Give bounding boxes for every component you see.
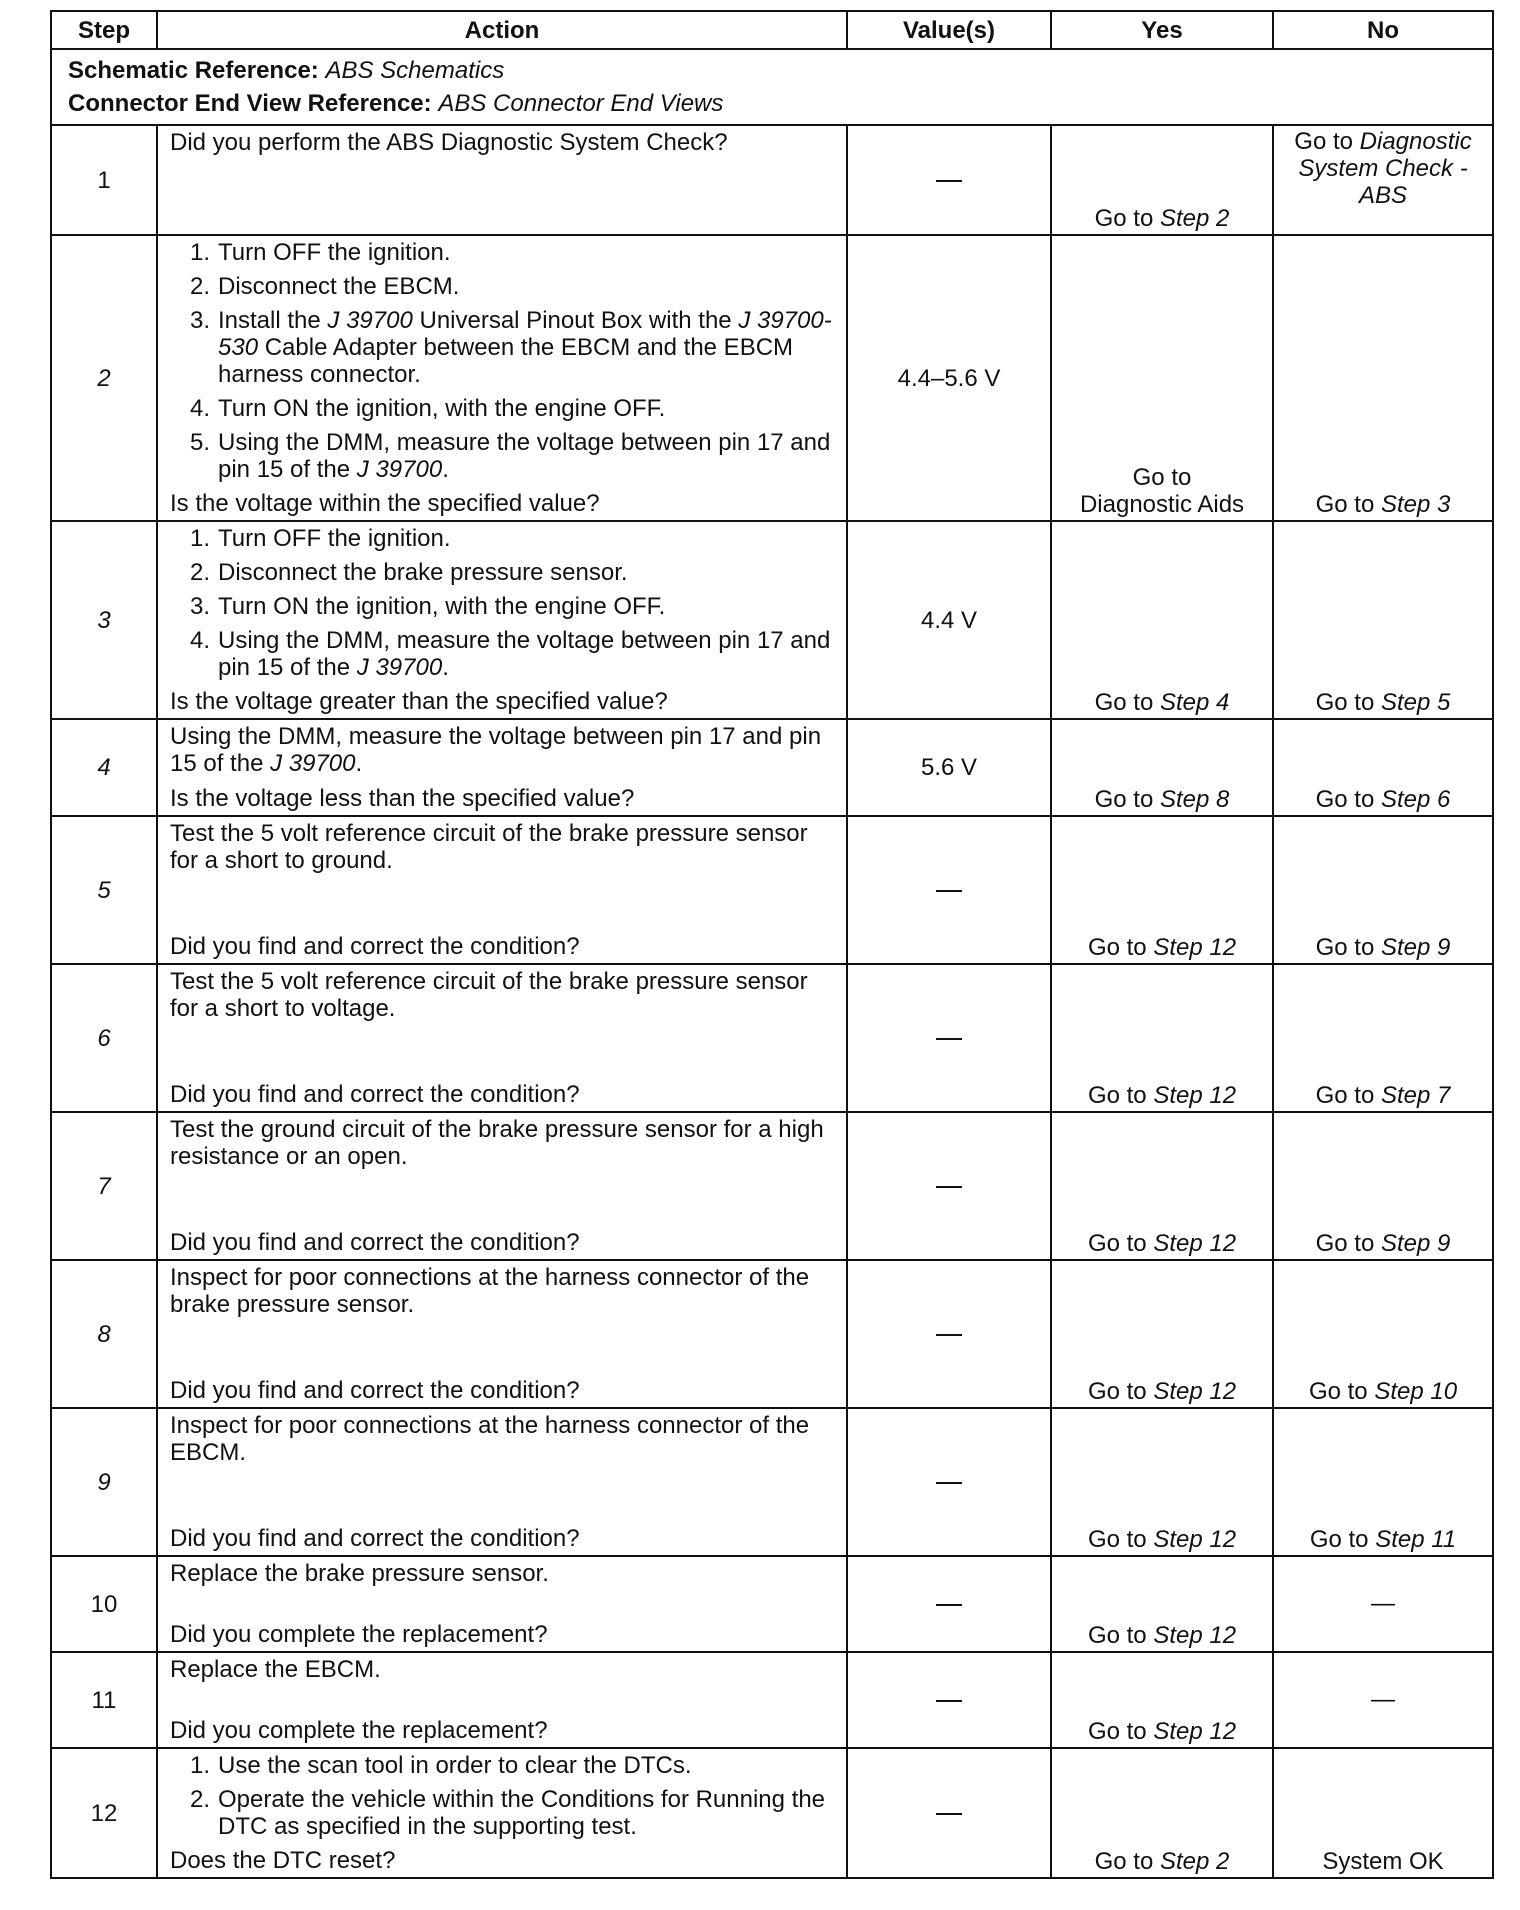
step-row-2 (51, 235, 1493, 521)
step-question: Did you find and correct the condition? (170, 1377, 580, 1404)
step-yes: Go to Step 12 (1051, 1112, 1273, 1260)
step-number: 3 (51, 521, 157, 719)
list-item: 4. Turn ON the ignition, with the engine OFF. (189, 395, 666, 422)
step-row-6 (51, 964, 1493, 1112)
step-row-9 (51, 1408, 1493, 1556)
step-question: Does the DTC reset? (170, 1847, 396, 1874)
step-question: Did you complete the replacement? (170, 1621, 548, 1648)
tool-ref[interactable]: J 39700 (270, 750, 356, 777)
list-item: 1. Turn OFF the ignition. (189, 239, 451, 266)
step-value (847, 816, 1051, 964)
step-no: Go to Step 9 (1273, 816, 1493, 964)
step-text: Test the ground circuit of the brake pressure sensor for a high resistance or an open. (170, 1116, 824, 1170)
connector-reference (68, 87, 1476, 120)
step-value: 5.6 V (847, 719, 1051, 816)
step-number: 4 (51, 719, 157, 816)
step-text: Inspect for poor connections at the harness connector of the EBCM. (170, 1412, 810, 1466)
yes-link[interactable]: Step 12 (1153, 1526, 1237, 1553)
step-number: 2 (51, 235, 157, 521)
list-item: 2. Disconnect the brake pressure sensor. (189, 559, 628, 586)
list-item: 4. Using the DMM, measure the voltage between pin 17 and pin 15 of the J 39700. (189, 627, 831, 681)
step-value (847, 1556, 1051, 1652)
step-number: 9 (51, 1408, 157, 1556)
step-value (847, 1112, 1051, 1260)
step-question: Is the voltage greater than the specified value? (170, 688, 668, 715)
yes-link[interactable]: Step 2 (1159, 1848, 1230, 1875)
header-values: Value(s) (847, 11, 1051, 49)
connector-reference-label: Connector End View Reference: (68, 90, 432, 117)
step-value (847, 1652, 1051, 1748)
step-text: Test the 5 volt reference circuit of the brake pressure sensor for a short to ground. (170, 820, 808, 874)
step-number: 7 (51, 1112, 157, 1260)
no-link[interactable]: Diagnostic System Check - ABS (1298, 128, 1472, 209)
step-value (847, 125, 1051, 235)
yes-link[interactable]: Step 12 (1153, 1378, 1237, 1405)
step-action (157, 816, 847, 964)
step-action (157, 1408, 847, 1556)
step-value (847, 1408, 1051, 1556)
step-row-12 (51, 1748, 1493, 1878)
step-row-10 (51, 1556, 1493, 1652)
step-no: Go to Step 7 (1273, 964, 1493, 1112)
step-question: Did you find and correct the condition? (170, 1081, 580, 1108)
list-item: 1. Turn OFF the ignition. (189, 525, 451, 552)
step-question: Did you complete the replacement? (170, 1717, 548, 1744)
step-row-3 (51, 521, 1493, 719)
step-question: Is the voltage within the specified value? (170, 490, 600, 517)
dash-mark (936, 1186, 962, 1188)
step-action (157, 1556, 847, 1652)
yes-link[interactable]: Step 2 (1159, 205, 1230, 232)
header-row (51, 11, 1493, 49)
step-action (157, 1748, 847, 1878)
step-action (157, 1260, 847, 1408)
tool-ref[interactable]: J 39700 (356, 654, 443, 681)
list-item: 3. Turn ON the ignition, with the engine OFF. (189, 593, 666, 620)
header-action: Action (157, 11, 847, 49)
step-list (170, 1752, 836, 1840)
schematic-reference-label: Schematic Reference: (68, 57, 319, 84)
no-link[interactable]: Step 9 (1380, 1230, 1451, 1257)
step-list (170, 239, 836, 483)
dash-mark (936, 1038, 962, 1040)
step-no: Go to Step 11 (1273, 1408, 1493, 1556)
step-text: Inspect for poor connections at the harness connector of the brake pressure sensor. (170, 1264, 810, 1318)
yes-link[interactable]: Step 12 (1153, 1622, 1237, 1649)
yes-link[interactable]: Step 12 (1153, 1230, 1237, 1257)
step-yes: Go to Step 12 (1051, 1408, 1273, 1556)
step-no: Go to Step 10 (1273, 1260, 1493, 1408)
step-no: — (1273, 1556, 1493, 1652)
list-item: 2. Operate the vehicle within the Conditions for Running the DTC as specified in the supporting test. (189, 1786, 826, 1840)
step-no: System OK (1273, 1748, 1493, 1878)
step-text: Test the 5 volt reference circuit of the brake pressure sensor for a short to voltage. (170, 968, 808, 1022)
step-no: — (1273, 1652, 1493, 1748)
step-number: 8 (51, 1260, 157, 1408)
no-link[interactable]: Step 6 (1380, 786, 1451, 813)
step-action (157, 719, 847, 816)
no-link[interactable]: Step 3 (1380, 491, 1451, 518)
step-row-8 (51, 1260, 1493, 1408)
step-action (157, 964, 847, 1112)
step-question: Did you find and correct the condition? (170, 933, 580, 960)
step-yes: Go to Step 12 (1051, 816, 1273, 964)
diagnostic-table (50, 10, 1494, 1879)
step-yes: Go to Step 12 (1051, 1260, 1273, 1408)
step-action (157, 1112, 847, 1260)
step-value: 4.4–5.6 V (847, 235, 1051, 521)
step-action (157, 125, 847, 235)
step-question: Did you find and correct the condition? (170, 1525, 580, 1552)
step-value (847, 1260, 1051, 1408)
step-no: Go to Step 5 (1273, 521, 1493, 719)
step-yes: Go to Step 12 (1051, 1556, 1273, 1652)
step-text: Replace the brake pressure sensor. (170, 1560, 549, 1587)
tool-ref[interactable]: J 39700 (356, 456, 443, 483)
no-link[interactable]: Step 9 (1380, 934, 1451, 961)
dash-mark (936, 1700, 962, 1702)
step-row-4 (51, 719, 1493, 816)
step-question: Did you find and correct the condition? (170, 1229, 580, 1256)
step-value (847, 964, 1051, 1112)
list-item: 5. Using the DMM, measure the voltage between pin 17 and pin 15 of the J 39700. (189, 429, 831, 483)
yes-link[interactable]: Diagnostic Aids (1079, 491, 1245, 518)
step-row-5 (51, 816, 1493, 964)
step-yes: Go to Step 8 (1051, 719, 1273, 816)
dash-mark (936, 1604, 962, 1606)
step-value (847, 1748, 1051, 1878)
tool-ref[interactable]: J 39700 (327, 307, 413, 334)
step-number: 1 (51, 125, 157, 235)
reference-row (51, 49, 1493, 125)
step-text: Replace the EBCM. (170, 1656, 381, 1683)
step-row-11 (51, 1652, 1493, 1748)
connector-reference-link[interactable]: ABS Connector End Views (438, 90, 724, 117)
list-item: 1. Use the scan tool in order to clear the DTCs. (189, 1752, 692, 1779)
step-text: Did you perform the ABS Diagnostic System Check? (170, 129, 728, 156)
yes-link[interactable]: Step 12 (1153, 1718, 1237, 1745)
yes-link[interactable]: Step 12 (1153, 1082, 1237, 1109)
tool-ref[interactable]: J 39700-530 (218, 307, 832, 361)
step-list (170, 525, 836, 681)
step-number: 5 (51, 816, 157, 964)
step-action (157, 235, 847, 521)
reference-cell (51, 49, 1493, 125)
step-row-7 (51, 1112, 1493, 1260)
step-number: 12 (51, 1748, 157, 1878)
step-yes: Go to Step 12 (1051, 964, 1273, 1112)
step-question: Is the voltage less than the specified value? (170, 785, 635, 812)
step-action (157, 521, 847, 719)
no-link[interactable]: Step 10 (1374, 1378, 1458, 1405)
step-no: Go to Diagnostic System Check - ABS (1273, 125, 1493, 235)
yes-link[interactable]: Step 4 (1159, 689, 1230, 716)
header-no: No (1273, 11, 1493, 49)
dash-mark (936, 180, 962, 182)
step-text: Using the DMM, measure the voltage between pin 17 and pin 15 of the J 39700. (170, 723, 822, 777)
step-no: Go to Step 6 (1273, 719, 1493, 816)
step-number: 10 (51, 1556, 157, 1652)
step-yes: Go to Step 2 (1051, 125, 1273, 235)
no-link[interactable]: Step 5 (1380, 689, 1451, 716)
header-yes: Yes (1051, 11, 1273, 49)
no-link[interactable]: Step 11 (1375, 1526, 1457, 1553)
schematic-reference (68, 54, 1476, 87)
step-yes: Go to Diagnostic Aids (1051, 235, 1273, 521)
step-no: Go to Step 9 (1273, 1112, 1493, 1260)
step-no: Go to Step 3 (1273, 235, 1493, 521)
step-value: 4.4 V (847, 521, 1051, 719)
step-yes: Go to Step 12 (1051, 1652, 1273, 1748)
schematic-reference-link[interactable]: ABS Schematics (325, 57, 505, 84)
list-item: 2. Disconnect the EBCM. (189, 273, 460, 300)
step-number: 11 (51, 1652, 157, 1748)
dash-mark (936, 1334, 962, 1336)
no-link[interactable]: Step 7 (1380, 1082, 1451, 1109)
list-item: 3. Install the J 39700 Universal Pinout Box with the J 39700-530 Cable Adapter between the EBCM and the EBCM harness connector. (189, 307, 832, 388)
dash-mark (936, 1482, 962, 1484)
step-action (157, 1652, 847, 1748)
yes-link[interactable]: Step 12 (1153, 934, 1237, 961)
step-yes: Go to Step 2 (1051, 1748, 1273, 1878)
step-yes: Go to Step 4 (1051, 521, 1273, 719)
header-step: Step (51, 11, 157, 49)
yes-link[interactable]: Step 8 (1159, 786, 1230, 813)
step-number: 6 (51, 964, 157, 1112)
dash-mark (936, 1813, 962, 1815)
dash-mark (936, 890, 962, 892)
step-row-1 (51, 125, 1493, 235)
